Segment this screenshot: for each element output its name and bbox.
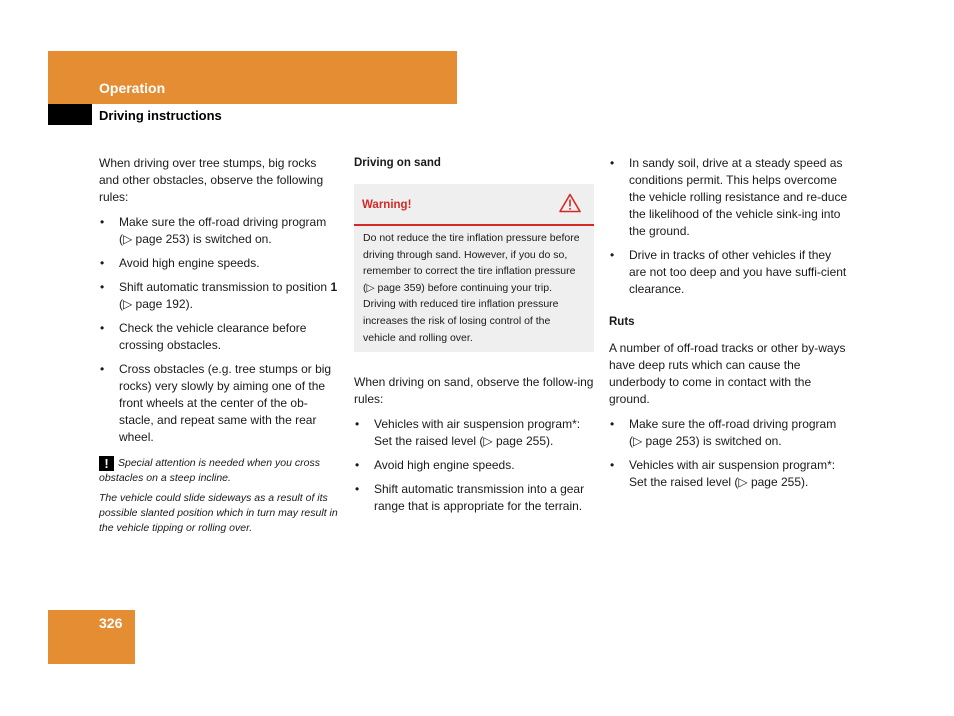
ruts-heading: Ruts [609, 316, 635, 328]
list-item: • Vehicles with air suspension program*: Set the raised level (▷ page 255). [355, 417, 581, 449]
warning-box [354, 184, 594, 352]
bullet-icon: • [100, 256, 105, 270]
warning-triangle-icon [559, 193, 581, 213]
bullet-icon: • [355, 458, 360, 473]
bullet-icon: • [100, 280, 105, 294]
warning-header [354, 184, 594, 226]
section-title: Operation [99, 80, 166, 96]
list-item: • Avoid high engine speeds. [355, 458, 515, 473]
header-tab-marker [48, 104, 92, 125]
notice-text: The vehicle could slide sideways as a result of its possible slanted position which in turn may result in the vehicle tipping or rolling over. [99, 492, 338, 534]
bullet-icon: • [355, 417, 360, 432]
page-number: 326 [99, 615, 123, 631]
list-item: • In sandy soil, drive at a steady speed as conditions permit. This helps overcome the vehicle rolling resistance and re-duce the likelihood of the vehicle sink-ing into the ground. [610, 156, 848, 238]
list-item: • Make sure the off-road driving program (▷ page 253) is switched on. [100, 215, 327, 246]
bullet-icon: • [100, 321, 105, 335]
sand-heading: Driving on sand [354, 157, 441, 169]
bullet-icon: • [355, 482, 360, 497]
list-item: • Cross obstacles (e.g. tree stumps or big rocks) very slowly by aiming one of the front wheels at the center of the ob-stacle, and repeat same with the rear wheel. [100, 362, 332, 444]
bullet-icon: • [610, 458, 615, 472]
column-obstacles [99, 155, 339, 541]
section-header-bar [48, 51, 457, 104]
bullet-icon: • [610, 156, 615, 170]
list-item: • Avoid high engine speeds. [100, 256, 260, 270]
bullet-icon: • [610, 417, 615, 431]
list-item: • Shift automatic transmission to position 1 (▷ page 192). [100, 280, 338, 311]
list-item: • Check the vehicle clearance before crossing obstacles. [100, 321, 307, 352]
sand-rules-list [354, 416, 594, 515]
list-item: • Make sure the off-road driving program (▷ page 253) is switched on. [610, 417, 837, 448]
list-item: • Shift automatic transmission into a gear range that is appropriate for the terrain. [355, 482, 585, 514]
obstacles-intro: When driving over tree stumps, big rocks and other obstacles, observe the following rules: [99, 156, 324, 204]
column-driving-on-sand [354, 155, 594, 522]
subsection-title: Driving instructions [99, 108, 222, 123]
sand-intro: When driving on sand, observe the follow-ing rules: [354, 375, 594, 407]
obstacles-rules-list [99, 214, 339, 446]
exclamation-icon: ! [99, 456, 114, 471]
column-ruts [609, 155, 851, 498]
warning-text: Do not reduce the tire inflation pressure before driving through sand. However, if you do so, remember to correct the tire inflation pressure (▷ page 359) before continuing your trip. Driving with reduced tire inflation pressure increases the risk of losing control of the vehicle and rolling over. [363, 232, 580, 344]
warning-label: Warning! [362, 199, 412, 211]
bullet-icon: • [100, 215, 105, 229]
bullet-icon: • [100, 362, 105, 376]
bullet-icon: • [610, 248, 615, 262]
ruts-rules-list [609, 416, 851, 491]
gear-position: 1 [330, 280, 338, 294]
list-item: • Vehicles with air suspension program*: Set the raised level (▷ page 255). [610, 458, 836, 489]
notice-title: Special attention is needed when you cross obstacles on a steep incline. [99, 457, 320, 484]
list-item: • Drive in tracks of other vehicles if they are not too deep and you have suffi-cient clearance. [610, 248, 847, 296]
sand-rules-list-continued [609, 155, 851, 298]
ruts-intro: A number of off-road tracks or other by-ways have deep ruts which can cause the underbody to come in contact with the ground. [609, 341, 846, 406]
incline-notice [99, 456, 339, 536]
